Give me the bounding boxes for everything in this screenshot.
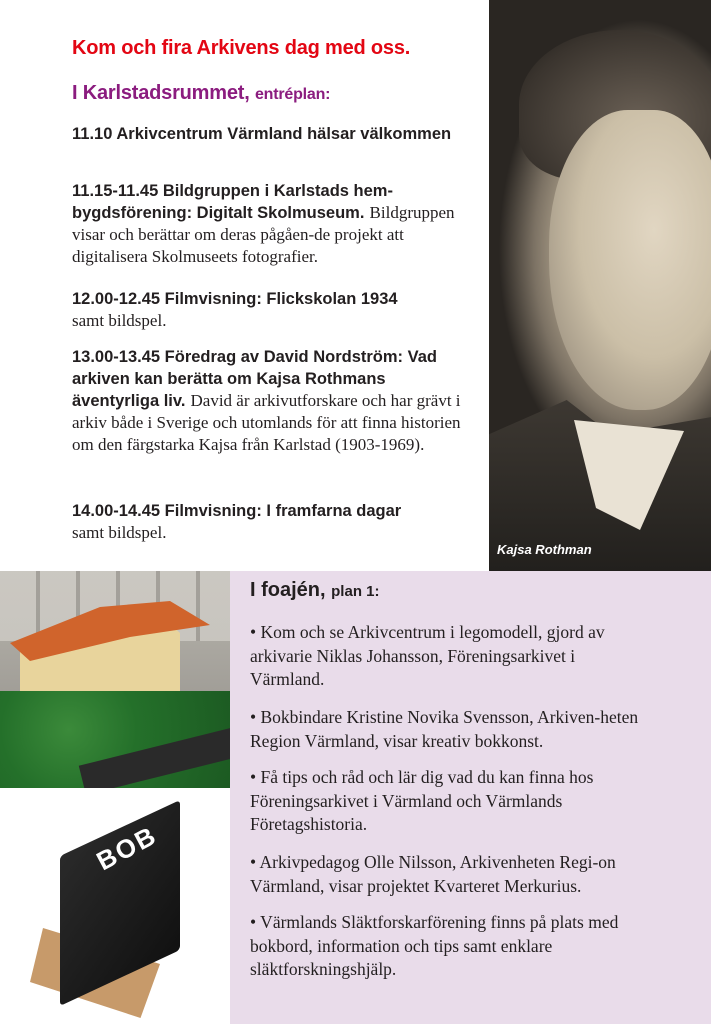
book-block bbox=[60, 800, 180, 1006]
location-main: I Karlstadsrummet, bbox=[72, 82, 250, 104]
photo-caption: Kajsa Rothman bbox=[497, 542, 592, 557]
portrait-photo bbox=[489, 0, 711, 571]
program-item bbox=[72, 500, 477, 544]
foajen-item: • Kom och se Arkivcentrum i legomodell, gjord av arkivarie Niklas Johansson, Föreningsarkivet i Värmland. bbox=[250, 622, 605, 689]
program-title: 11.10 Arkivcentrum Värmland hälsar välkommen bbox=[72, 125, 452, 143]
foajen-title-sub: plan 1: bbox=[331, 583, 380, 600]
program-title: 14.00-14.45 Filmvisning: I framfarna dagar bbox=[72, 502, 402, 520]
foajen-item: • Bokbindare Kristine Novika Svensson, Arkiven-heten Region Värmland, visar kreativ bokkonst. bbox=[250, 707, 639, 751]
program-item bbox=[72, 123, 477, 145]
location-heading bbox=[72, 82, 330, 105]
foajen-section bbox=[230, 571, 711, 1024]
program-section bbox=[0, 0, 489, 571]
portrait-face bbox=[549, 110, 711, 410]
foajen-title-main: I foajén, bbox=[250, 579, 326, 601]
program-text: samt bildspel. bbox=[72, 523, 167, 542]
program-item bbox=[72, 180, 477, 268]
location-sub: entréplan: bbox=[254, 86, 331, 103]
foajen-item: • Arkivpedagog Olle Nilsson, Arkivenheten Regi-on Värmland, visar projektet Kvarteret Merkurius. bbox=[250, 852, 616, 896]
program-text: samt bildspel. bbox=[72, 311, 167, 330]
program-text: Bildgruppen visar och berättar om deras pågåen-de projekt att digitalisera Skolmuseets fotografier. bbox=[72, 203, 455, 266]
foajen-item: • Värmlands Släktforskarförening finns på plats med bokbord, information och tips samt enklare släktforskningshjälp. bbox=[250, 912, 619, 979]
program-title: 12.00-12.45 Filmvisning: Flickskolan 1934 bbox=[72, 290, 398, 308]
book-label: BOB bbox=[91, 819, 162, 877]
lego-model-photo bbox=[0, 571, 230, 788]
program-item bbox=[72, 288, 477, 332]
program-text: David är arkivutforskare och har grävt i arkiv både i Sverige och utomlands för att finna historien om den färgstarka Kajsa från Karlstad (1903-1969). bbox=[72, 391, 461, 454]
foajen-title bbox=[250, 579, 379, 602]
program-title: 11.15-11.45 Bildgruppen i Karlstads hem-bygdsförening: Digitalt Skolmuseum. bbox=[72, 182, 393, 222]
program-title: 13.00-13.45 Föredrag av David Nordström: Vad arkiven kan berätta om Kajsa Rothmans äventyrliga liv. bbox=[72, 348, 437, 410]
program-item bbox=[72, 346, 477, 456]
headline: Kom och fira Arkivens dag med oss. bbox=[72, 37, 411, 59]
book-art-photo bbox=[0, 788, 230, 1024]
foajen-item: • Få tips och råd och lär dig vad du kan finna hos Föreningsarkivet i Värmland och Värmlands Företagshistoria. bbox=[250, 767, 594, 834]
